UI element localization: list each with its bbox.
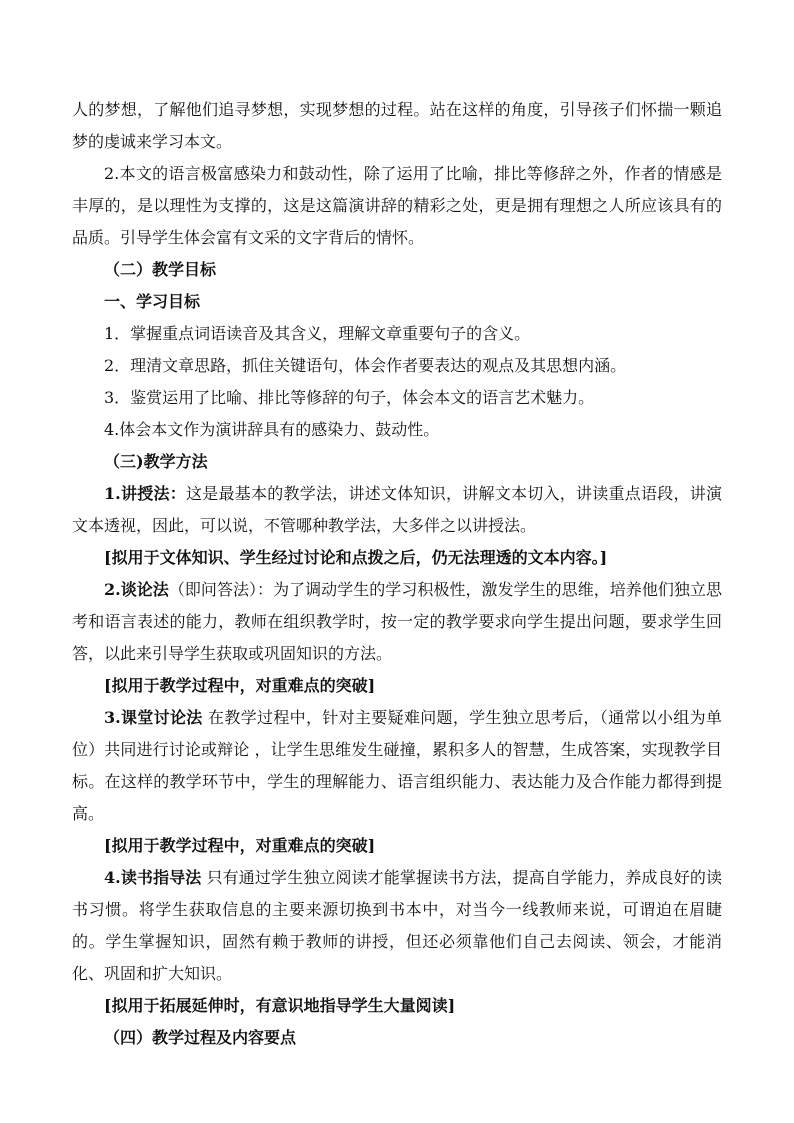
section-heading-teaching-goals: （二）教学目标 xyxy=(104,260,217,279)
method-discussion-title: 2.谈论法 xyxy=(104,580,169,599)
method-reading-guidance-note: [拟用于拓展延伸时，有意识地指导学生大量阅读] xyxy=(104,996,456,1015)
method-lecture-text: 这是最基本的教学法，讲述文体知识，讲解文本切入，讲读重点语段，讲演文本透视，因此，可以说，不管哪种教学法，大多伴之以讲授法。 xyxy=(72,484,722,535)
goal-item-2: 2．理清文章思路，抓住关键语句，体会作者要表达的观点及其思想内涵。 xyxy=(104,356,627,375)
method-lecture-note: [拟用于文体知识、学生经过讨论和点拨之后，仍无法理透的文本内容。] xyxy=(104,548,608,567)
section-heading-methods: （三)教学方法 xyxy=(104,452,208,471)
method-classroom-discussion xyxy=(72,702,722,830)
method-reading-guidance xyxy=(72,862,722,990)
goal-item-4: 4.体会本文作为演讲辞具有的感染力、鼓动性。 xyxy=(104,420,440,439)
method-lecture-title: 1.讲授法： xyxy=(104,484,186,503)
method-classroom-discussion-text: 在教学过程中，针对主要疑难问题，学生独立思考后，（通常以小组为单位）共同进行讨论或辩论 ，让学生思维发生碰撞，累积多人的智慧，生成答案，实现教学目标。在这样的教学环节中，学生的理解能力、语言组织能力、表达能力及合作能力都得到提高。 xyxy=(72,708,722,823)
goal-item-1: 1．掌握重点词语读音及其含义，理解文章重要句子的含义。 xyxy=(104,324,531,343)
method-discussion xyxy=(72,574,722,670)
paragraph-language-features: 2.本文的语言极富感染力和鼓动性，除了运用了比喻，排比等修辞之外，作者的情感是丰厚的，是以理性为支撑的，这是这篇演讲辞的精彩之处，更是拥有理想之人所应该具有的品质。引导学生体会富有文采的文字背后的情怀。 xyxy=(72,164,722,247)
method-discussion-note: [拟用于教学过程中，对重难点的突破] xyxy=(104,676,376,695)
method-discussion-text: （即问答法）：为了调动学生的学习积极性，激发学生的思维，培养他们独立思考和语言表述的能力，教师在组织教学时，按一定的教学要求向学生提出问题，要求学生回答，以此来引导学生获取或巩固知识的方法。 xyxy=(72,580,722,663)
method-classroom-discussion-title: 3.课堂讨论法 xyxy=(104,708,203,727)
method-classroom-discussion-note: [拟用于教学过程中，对重难点的突破] xyxy=(104,836,376,855)
method-lecture xyxy=(72,478,722,542)
goal-item-3: 3．鉴赏运用了比喻、排比等修辞的句子，体会本文的语言艺术魅力。 xyxy=(104,388,595,407)
section-heading-learning-goals: 一、学习目标 xyxy=(104,292,201,311)
section-heading-process: （四）教学过程及内容要点 xyxy=(104,1028,297,1047)
method-reading-guidance-title: 4.读书指导法 xyxy=(104,868,202,887)
document-page xyxy=(72,94,722,1054)
paragraph-continuation: 人的梦想，了解他们追寻梦想，实现梦想的过程。站在这样的角度，引导孩子们怀揣一颗追梦的虔诚来学习本文。 xyxy=(72,100,722,151)
method-reading-guidance-text: 只有通过学生独立阅读才能掌握读书方法，提高自学能力，养成良好的读书习惯。将学生获取信息的主要来源切换到书本中，对当今一线教师来说，可谓迫在眉睫的。学生掌握知识，固然有赖于教师的讲授，但还必须靠他们自己去阅读、领会，才能消化、巩固和扩大知识。 xyxy=(72,868,722,983)
